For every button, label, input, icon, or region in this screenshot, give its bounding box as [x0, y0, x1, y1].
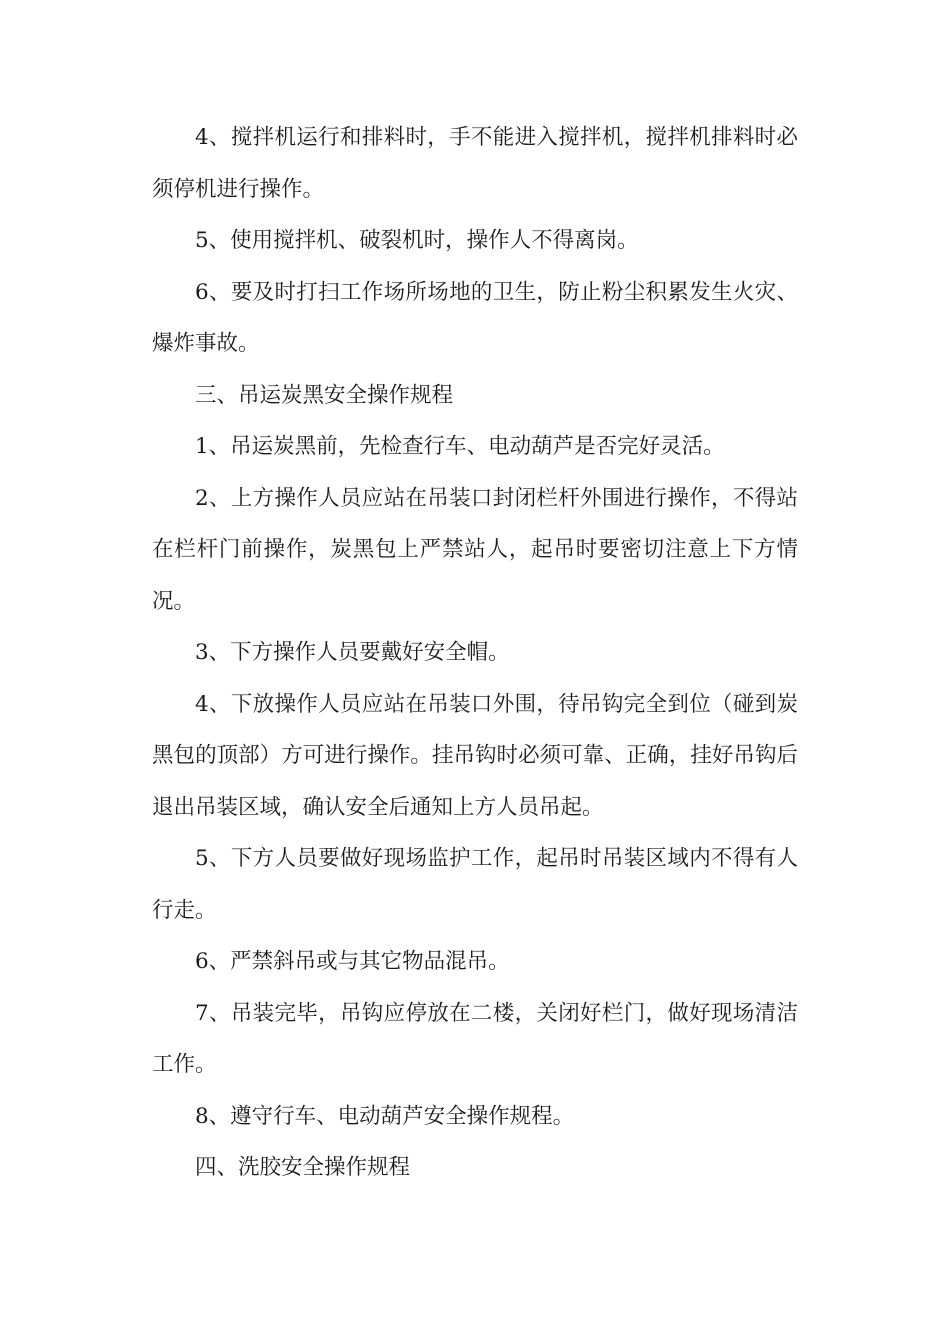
paragraph-follow-crane-rules: 8、遵守行车、电动葫芦安全操作规程。 [195, 1103, 575, 1129]
paragraph-clean-workplace: 6、要及时打扫工作场所场地的卫生，防止粉尘积累发生火灾、爆炸事故。 [152, 279, 798, 356]
paragraph-safety-helmet: 3、下方操作人员要戴好安全帽。 [195, 640, 510, 665]
section-heading-carbon-black-lifting: 三、吊运炭黑安全操作规程 [195, 382, 454, 408]
paragraph-upper-operator: 2、上方操作人员应站在吊装口封闭栏杆外围进行操作，不得站在栏杆门前操作，炭黑包上严禁站人，起吊时要密切注意上下方情况。 [152, 485, 798, 614]
paragraph-lower-operator: 4、下放操作人员应站在吊装口外围，待吊钩完全到位（碰到炭黑包的顶部）方可进行操作。挂吊钩时必须可靠、正确，挂好吊钩后退出吊装区域，确认安全后通知上方人员吊起。 [152, 691, 798, 820]
document-body [152, 112, 798, 1194]
paragraph-mixer-discharge: 4、搅拌机运行和排料时，手不能进入搅拌机，搅拌机排料时必须停机进行操作。 [152, 125, 798, 202]
paragraph-no-oblique-lifting: 6、严禁斜吊或与其它物品混吊。 [195, 949, 510, 974]
paragraph-check-crane: 1、吊运炭黑前，先检查行车、电动葫芦是否完好灵活。 [195, 434, 725, 459]
paragraph-after-lifting: 7、吊装完毕，吊钩应停放在二楼，关闭好栏门，做好现场清洁工作。 [152, 1000, 798, 1077]
section-heading-rubber-washing: 四、洗胶安全操作规程 [195, 1155, 411, 1180]
paragraph-site-supervision: 5、下方人员要做好现场监护工作，起吊时吊装区域内不得有人行走。 [152, 846, 798, 923]
paragraph-no-leaving-post: 5、使用搅拌机、破裂机时，操作人不得离岗。 [195, 228, 639, 253]
